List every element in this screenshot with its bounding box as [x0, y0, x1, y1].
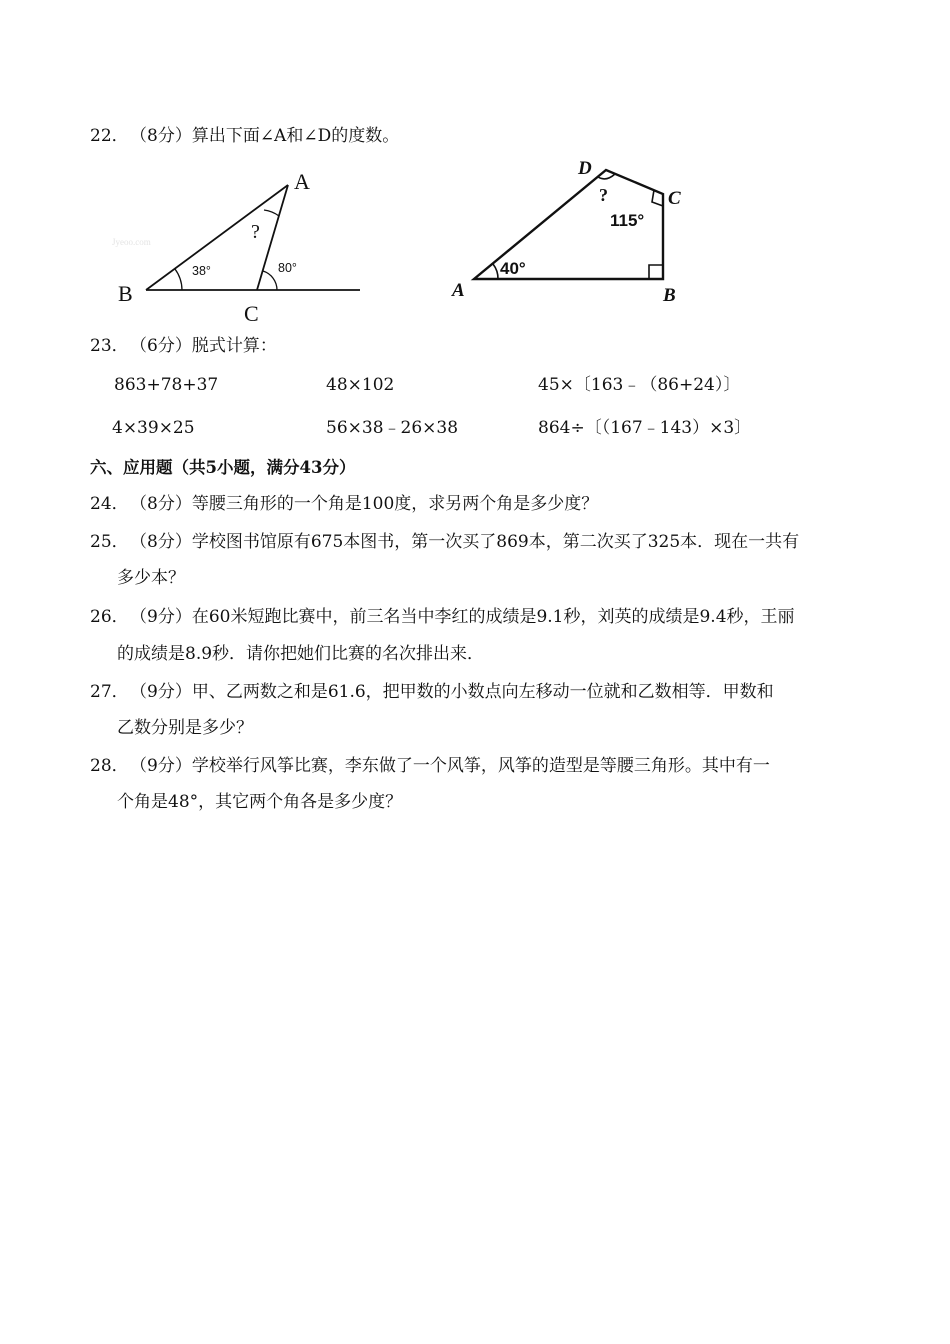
label-a: A [294, 169, 310, 194]
section-heading: 六、应用题（共5小题，满分43分） [90, 458, 356, 477]
angle-b-value: 38° [192, 264, 211, 278]
question-25-continuation: 多少本？ [117, 568, 185, 588]
label-b: B [663, 285, 676, 306]
question-text: （8分）等腰三角形的一个角是100度，求另两个角是多少度？ [130, 494, 599, 514]
label-b: B [118, 281, 133, 306]
question-26-continuation: 的成绩是8.9秒．请你把她们比赛的名次排出来． [117, 644, 485, 664]
question-23 [90, 334, 277, 358]
question-28 [90, 754, 770, 778]
unknown-angle-d: ? [599, 185, 608, 205]
expression: 863+78+37 [114, 375, 219, 395]
label-c: C [668, 188, 681, 209]
question-number: 26． [90, 607, 129, 627]
quadrilateral-figure [448, 150, 698, 310]
question-number: 28． [90, 756, 129, 776]
angle-c-arc [263, 271, 277, 290]
side-ba [146, 185, 288, 290]
right-angle-mark [649, 265, 663, 279]
question-text: （8分）学校图书馆原有675本图书，第一次买了869本，第二次买了325本．现在一共有 [130, 532, 800, 552]
watermark: Jyeoo.com [112, 237, 151, 247]
expression: 48×102 [326, 375, 395, 395]
label-d: D [578, 158, 592, 179]
question-26 [90, 605, 795, 629]
angle-b-arc [175, 269, 182, 290]
question-28-continuation: 个角是48°，其它两个角各是多少度？ [117, 792, 403, 812]
triangle-figure [110, 165, 370, 325]
question-number: 27． [90, 682, 129, 702]
question-22 [90, 124, 399, 148]
angle-c-value: 80° [278, 261, 297, 275]
angle-c-value: 115° [610, 211, 645, 230]
label-a: A [452, 280, 465, 301]
expression: 4×39×25 [112, 418, 195, 438]
question-text: （9分）甲、乙两数之和是61.6，把甲数的小数点向左移动一位就和乙数相等．甲数和 [130, 682, 774, 702]
question-text: （9分）在60米短跑比赛中，前三名当中李红的成绩是9.1秒，刘英的成绩是9.4秒，王丽 [130, 607, 795, 627]
unknown-angle-a: ? [251, 221, 260, 243]
question-text: （9分）学校举行风筝比赛，李东做了一个风筝，风筝的造型是等腰三角形。其中有一 [130, 756, 770, 776]
question-number: 22． [90, 126, 129, 146]
question-text: （8分）算出下面∠A和∠D的度数。 [130, 126, 400, 146]
question-text: （6分）脱式计算： [130, 336, 277, 356]
angle-a-value: 40° [500, 259, 526, 278]
question-27 [90, 680, 774, 704]
question-number: 25． [90, 532, 129, 552]
expression: 56×38﹣26×38 [326, 418, 459, 438]
question-24 [90, 492, 598, 516]
question-27-continuation: 乙数分别是多少？ [117, 718, 253, 738]
question-number: 24． [90, 494, 129, 514]
expression: 45×〔163﹣（86+24）〕 [538, 375, 741, 395]
expression: 864÷〔（167﹣143）×3〕 [538, 418, 752, 438]
angle-a-arc [264, 210, 279, 216]
question-number: 23． [90, 336, 129, 356]
label-c: C [244, 301, 259, 326]
question-25 [90, 530, 799, 554]
angle-a-arc [493, 264, 498, 279]
